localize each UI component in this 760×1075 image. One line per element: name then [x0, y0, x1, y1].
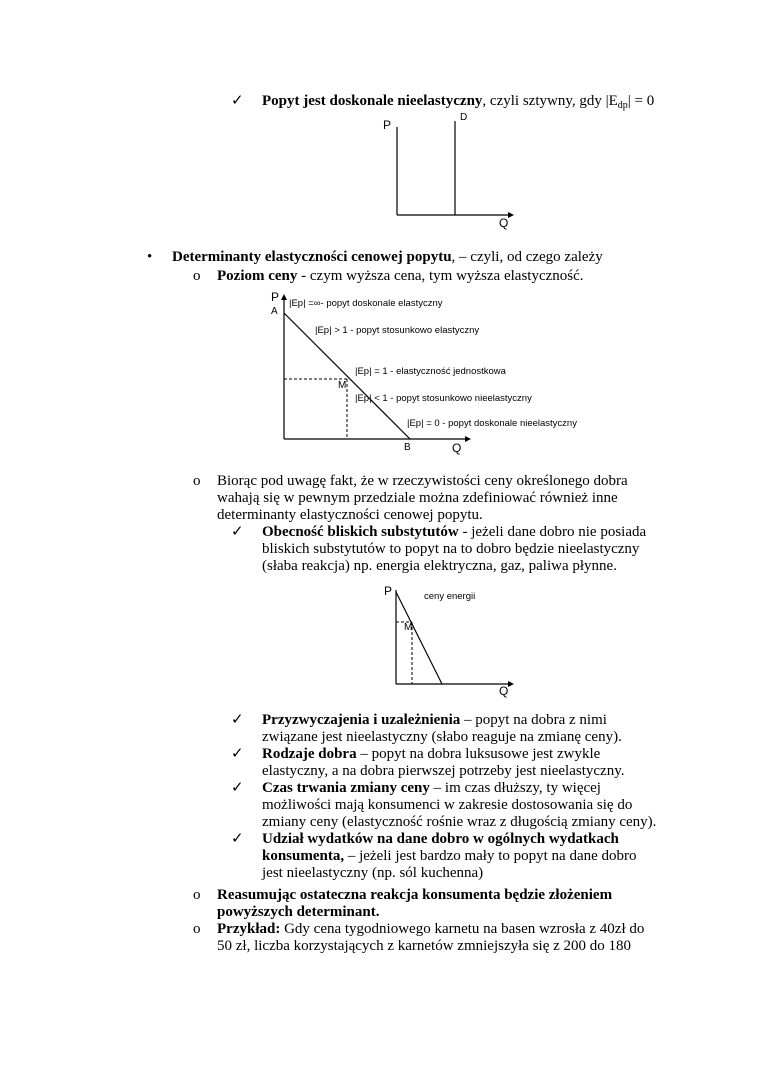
rodzaje-line-2: elastyczny, a na dobra pierwszej potrzeby jest nieelastyczny.: [262, 763, 625, 779]
b-label: B: [404, 442, 411, 453]
przyzw-line-2: związane jest nieelastyczny (słabo reaguje na zmianę ceny).: [262, 729, 622, 745]
label-relatively-inelastic: |Ep| < 1 - popyt stosunkowo nieelastyczny: [355, 393, 532, 404]
przyklad-text: Gdy cena tygodniowego karnetu na basen wzrosła z 40zł do: [280, 921, 645, 937]
m-label: M: [404, 622, 413, 633]
czas-text: – im czas dłuższy, ty więcej: [429, 780, 601, 796]
udzial-text: – jeżeli jest bardzo mały to popyt na dane dobro: [344, 848, 637, 864]
przyklad-line-1: [217, 921, 644, 938]
p-label: P: [384, 584, 393, 598]
check-icon: ✓: [231, 712, 244, 728]
udzial-bold-2: konsumenta,: [262, 848, 345, 864]
circle-bullet-icon: o: [193, 887, 201, 903]
udzial-line-1: [262, 831, 619, 848]
circle-bullet-icon: o: [193, 268, 201, 284]
p-label: P: [383, 118, 392, 132]
rodzaje-text: – popyt na dobra luksusowe jest zwykle: [356, 746, 601, 762]
check-icon: ✓: [231, 524, 244, 540]
subscript: dp: [617, 100, 628, 111]
item-text-end: | = 0: [627, 93, 655, 109]
przyklad-line-2: 50 zł, liczba korzystających z karnetów zmniejszyła się z 200 do 180: [217, 938, 632, 954]
udzial-line-3: jest nieelastyczny (np. sól kuchenna): [262, 865, 484, 881]
q-label: Q: [499, 684, 509, 698]
a-label: A: [271, 306, 278, 317]
przyzw-text: – popyt na dobra z nimi: [460, 712, 607, 728]
item-bold: Popyt jest doskonale nieelastyczny: [262, 93, 483, 109]
check-icon: ✓: [231, 93, 244, 109]
label-perfectly-elastic: |Ep| =∞- popyt doskonale elastyczny: [289, 298, 443, 309]
q-label: Q: [499, 216, 509, 230]
circle-bullet-icon: o: [193, 473, 201, 489]
przyklad-bold: Przykład:: [217, 921, 281, 937]
obecnosc-text: - jeżeli dane dobro nie posiada: [458, 524, 647, 540]
czas-bold: Czas trwania zmiany ceny: [262, 780, 430, 796]
reasumujac-line-2: powyższych determinant.: [217, 904, 380, 920]
heading-bold: Determinanty elastyczności cenowej popytu: [172, 249, 452, 265]
biorac-line-1: Biorąc pod uwagę fakt, że w rzeczywistości ceny określonego dobra: [217, 473, 628, 489]
circle-bullet-icon: o: [193, 921, 201, 937]
czas-line-2: możliwości mają konsumenci w zakresie dostosowania się do: [262, 797, 633, 813]
poziom-text: - czym wyższa cena, tym wyższa elastyczność.: [297, 268, 584, 284]
obecnosc-bold: Obecność bliskich substytutów: [262, 524, 459, 540]
check-icon: ✓: [231, 746, 244, 762]
label-relatively-elastic: |Ep| > 1 - popyt stosunkowo elastyczny: [315, 325, 480, 336]
biorac-line-2: wahają się w pewnym przedziale można zdefiniować również inne: [217, 490, 618, 506]
udzial-bold: Udział wydatków na dane dobro w ogólnych wydatkach: [262, 831, 619, 847]
q-label: Q: [452, 441, 462, 455]
rodzaje-bold: Rodzaje dobra: [262, 746, 357, 762]
obecnosc-line-2: bliskich substytutów to popyt na to dobro będzie nieelastyczny: [262, 541, 640, 557]
label-unit-elastic: |Ep| = 1 - elastyczność jednostkowa: [355, 366, 506, 377]
czas-line-1: [262, 780, 601, 797]
reasumujac-line-1: Reasumując ostateczna reakcja konsumenta będzie złożeniem: [217, 887, 613, 903]
m-label: M: [338, 380, 347, 391]
poziom-bold: Poziom ceny: [217, 268, 298, 284]
label-perfectly-inelastic: |Ep| = 0 - popyt doskonale nieelastyczny: [407, 418, 577, 429]
label-energy-prices: ceny energii: [424, 591, 476, 602]
d-label: D: [460, 112, 468, 123]
udzial-line-2: [262, 848, 637, 865]
check-icon: ✓: [231, 780, 244, 796]
bullet-icon: •: [147, 249, 153, 265]
przyzw-bold: Przyzwyczajenia i uzależnienia: [262, 712, 461, 728]
p-label: P: [271, 290, 280, 304]
x-axis-arrow: [508, 681, 514, 687]
rodzaje-line-1: [262, 746, 600, 763]
check-icon: ✓: [231, 831, 244, 847]
demand-line: [396, 592, 442, 684]
item-text: , czyli sztywny, gdy |E: [482, 93, 618, 109]
przyzw-line-1: [262, 712, 607, 729]
biorac-line-3: determinanty elastyczności cenowej popytu.: [217, 507, 483, 523]
czas-line-3: zmiany ceny (elastyczność rośnie wraz z długością zmiany ceny).: [262, 814, 657, 830]
heading-text: , – czyli, od czego zależy: [451, 249, 603, 265]
obecnosc-line-3: (słaba reakcja) np. energia elektryczna, gaz, paliwa płynne.: [262, 558, 617, 574]
